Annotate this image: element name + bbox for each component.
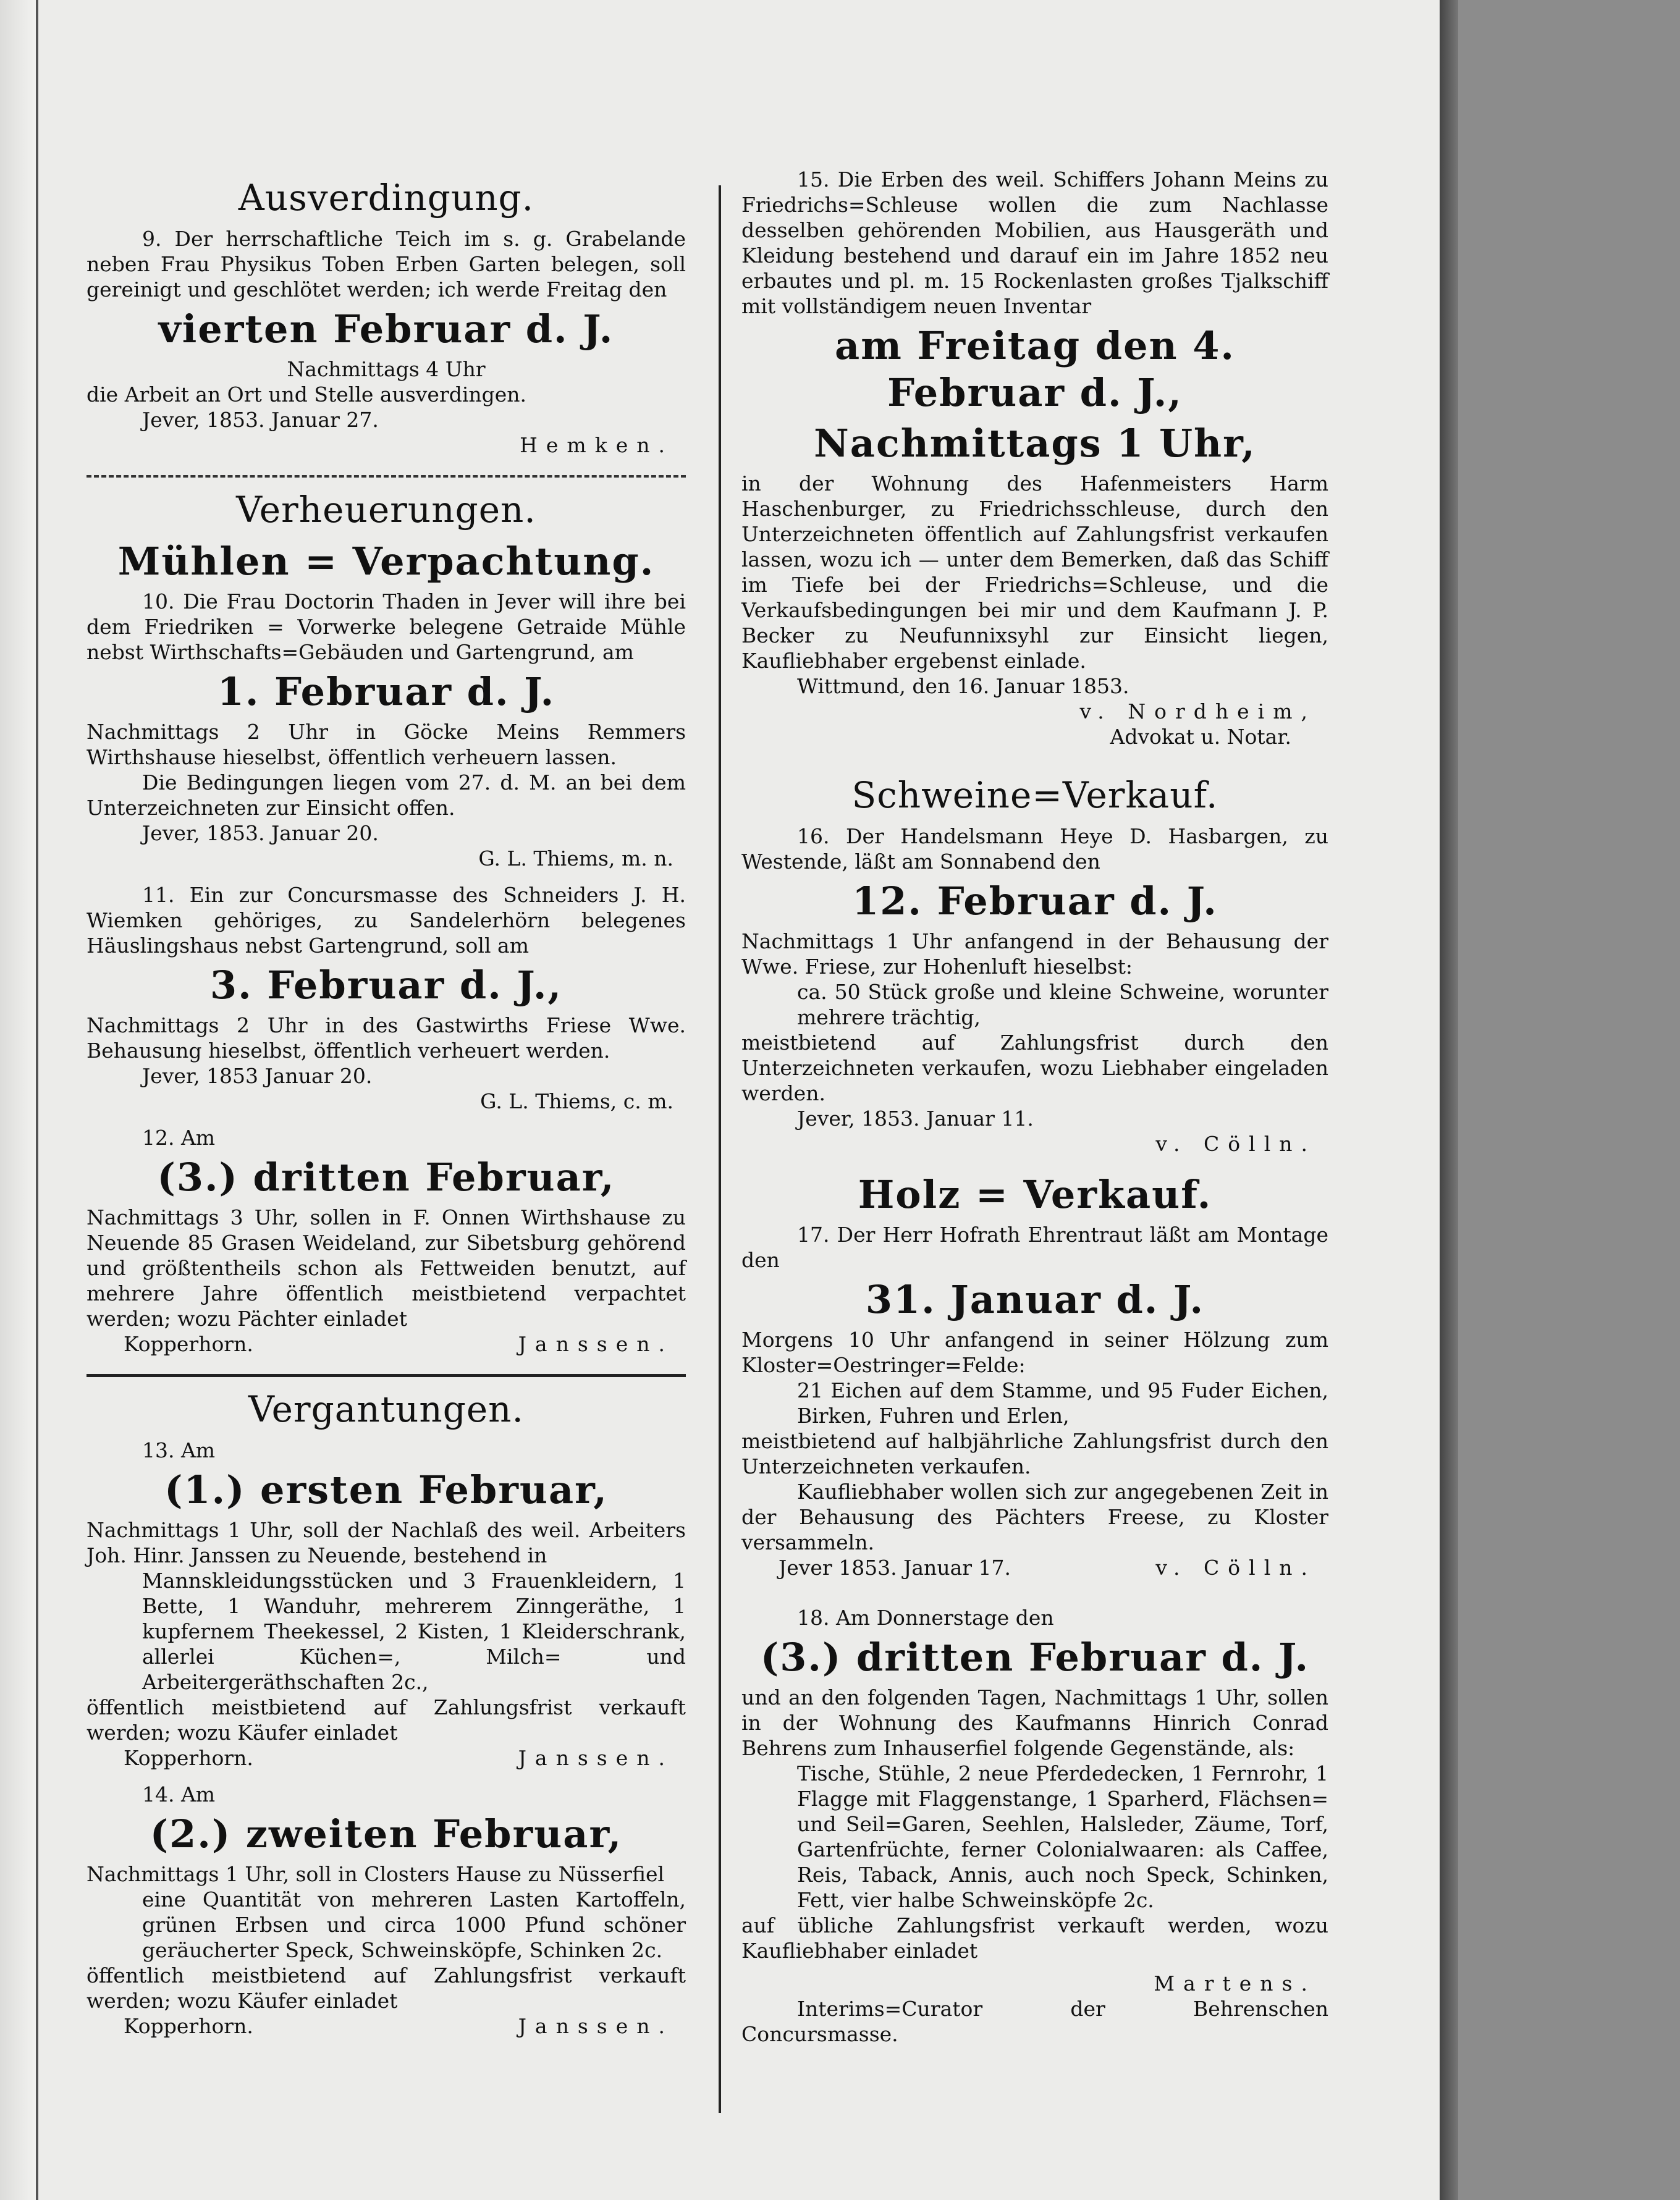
notice-14-text: Nachmittags 1 Uhr, soll in Closters Hause zu Nüsserfiel — [87, 1862, 665, 1886]
notice-17-signature: v. Cölln. — [1155, 1556, 1316, 1580]
notice-17-footer — [741, 1555, 1328, 1580]
notice-18-text: und an den folgenden Tagen, Nachmittags 1 Uhr, sollen in der Wohnung des Kaufmanns Hinrich Conrad Behrens zum Inhauserfiel folgende Gegenstände, als: — [741, 1685, 1328, 1760]
notice-14-place: Kopperhorn. — [124, 2014, 253, 2038]
notice-11-date: 3. Februar d. J., — [209, 963, 563, 1008]
notice-9-text: 9. Der herrschaftliche Teich im s. g. Grabelande neben Frau Physikus Toben Erben Garten belegen, soll gereinigt und geschlötet werden; ich werde Freitag den — [87, 227, 686, 301]
notice-14-date: (2.) zweiten Februar, — [150, 1811, 623, 1857]
notice-13-footer — [87, 1745, 686, 1771]
notice-13-place: Kopperhorn. — [124, 1746, 253, 1770]
notice-18-number: 18. Am Donnerstage den — [797, 1606, 1054, 1630]
notice-18-date: (3.) dritten Februar d. J. — [760, 1635, 1310, 1680]
notice-9-place: Jever, 1853. Januar 27. — [142, 408, 379, 432]
notice-15-rest: in der Wohnung des Hafenmeisters Harm Haschenburger, zu Friedrichsschleuse, durch den Unterzeichneten öffentlich auf Zahlungsfrist verkaufen lassen, wozu ich — unter dem Bemerken, daß das Schiff im Tiefe bei der Friedrichs=Schleuse, und die Verkaufsbedingungen bei mir und dem Kaufmann J. P. Becker zu Neufunnixsyhl zur Einsicht liegen, Kaufliebhaber ergebenst einlade. — [741, 471, 1328, 673]
notice-14-number: 14. Am — [142, 1782, 216, 1806]
notice-10-text: 10. Die Frau Doctorin Thaden in Jever will ihre bei dem Friedriken = Vorwerke belegene Getraide Mühle nebst Wirthschafts=Gebäuden und Gartengrund, am — [87, 589, 686, 664]
notice-16-items: ca. 50 Stück große und kleine Schweine, worunter mehrere trächtig, — [797, 980, 1328, 1029]
divider — [87, 475, 686, 478]
notice-10-rest: Nachmittags 2 Uhr in Göcke Meins Remmers Wirthshause hieselbst, öffentlich verheuern lassen. — [87, 720, 686, 769]
notice-9-date: vierten Februar d. J. — [158, 306, 614, 352]
notice-13-date: (1.) ersten Februar, — [164, 1467, 608, 1512]
notice-17-rest: Morgens 10 Uhr anfangend in seiner Hölzung zum Kloster=Oestringer=Felde: — [741, 1328, 1328, 1377]
notice-17-note: Kaufliebhaber wollen sich zur angegebenen Zeit in der Behausung des Pächters Freese, zu Kloster versammeln. — [741, 1480, 1328, 1554]
notice-14-rest: öffentlich meistbietend auf Zahlungsfrist verkauft werden; wozu Käufer einladet — [87, 1963, 686, 2013]
notice-12-text: Nachmittags 3 Uhr, sollen in F. Onnen Wirthshause zu Neuende 85 Grasen Weideland, zur Sibetsburg gehörend und größtentheils schon als Fettweiden benutzt, auf mehrere Jahre öffentlich meistbietend verpachtet werden; wozu Pächter einladet — [87, 1205, 686, 1331]
notice-14-signature: Janssen. — [518, 2014, 673, 2038]
notice-15-signature: v. Nordheim, — [1079, 699, 1316, 723]
notice-10-conditions: Die Bedingungen liegen vom 27. d. M. an bei dem Unterzeichneten zur Einsicht offen. — [87, 770, 686, 820]
section-title-holz-verkauf: Holz = Verkauf. — [858, 1172, 1212, 1217]
notice-18-signature: Martens. — [1154, 1971, 1316, 1996]
notice-11-place: Jever, 1853 Januar 20. — [142, 1064, 373, 1088]
notice-13-items: Mannskleidungsstücken und 3 Frauenkleidern, 1 Bette, 1 Wanduhr, mehrerem Zinngeräthe, 1 kupfernem Theekessel, 2 Kisten, 1 Kleiderschrank, allerlei Küchen=, Milch= und Arbeitergeräthschaften 2c., — [142, 1569, 686, 1694]
notice-11-text: 11. Ein zur Concursmasse des Schneiders J. H. Wiemken gehöriges, zu Sandelerhörn belegenes Häuslingshaus nebst Gartengrund, soll am — [87, 883, 686, 958]
notice-15-time: Nachmittags 1 Uhr, — [814, 421, 1256, 466]
notice-15-date: am Freitag den 4. Februar d. J., — [835, 323, 1235, 415]
notice-16-signature: v. Cölln. — [1155, 1132, 1316, 1156]
notice-16-text: 16. Der Handelsmann Heye D. Hasbargen, zu Westende, läßt am Sonnabend den — [741, 824, 1328, 874]
page-edge-shadow — [1440, 0, 1458, 2200]
notice-11-rest: Nachmittags 2 Uhr in des Gastwirths Friese Wwe. Behausung hieselbst, öffentlich verheuert werden. — [87, 1013, 686, 1063]
notice-12-date: (3.) dritten Februar, — [157, 1155, 615, 1200]
notice-17-items: 21 Eichen auf dem Stamme, und 95 Fuder Eichen, Birken, Fuhren und Erlen, — [797, 1378, 1328, 1428]
notice-10-place: Jever, 1853. Januar 20. — [142, 821, 379, 845]
notice-15-title: Advokat u. Notar. — [1110, 725, 1291, 749]
section-title-ausverdingung: Ausverdingung. — [238, 177, 534, 219]
background-board — [1458, 0, 1680, 2200]
notice-15-text: 15. Die Erben des weil. Schiffers Johann Meins zu Friedrichs=Schleuse wollen die zum Nachlasse desselben gehörenden Mobilien, aus Hausgeräth und Kleidung bestehend und darauf ein im Jahre 1852 neu erbautes und pl. m. 15 Rockenlasten großes Tjalkschiff mit vollständigem neuen Inventar — [741, 167, 1328, 318]
notice-17-end: meistbietend auf halbjährliche Zahlungsfrist durch den Unterzeichneten verkaufen. — [741, 1429, 1328, 1478]
notice-12-signature: Janssen. — [518, 1332, 673, 1356]
notice-16-place: Jever, 1853. Januar 11. — [797, 1106, 1034, 1131]
notice-9-rest: die Arbeit an Ort und Stelle ausverdingen. — [87, 382, 527, 407]
notice-9-time: Nachmittags 4 Uhr — [287, 357, 486, 381]
column-divider — [719, 185, 721, 2113]
notice-14-items: eine Quantität von mehreren Lasten Kartoffeln, grünen Erbsen und circa 1000 Pfund schöner geräucherter Speck, Schweinsköpfe, Schinken 2c. — [142, 1887, 686, 1962]
notice-18-curator: Interims=Curator der Behrenschen Concursmasse. — [741, 1997, 1328, 2046]
notice-10-signature: G. L. Thiems, m. n. — [478, 846, 673, 870]
section-title-verheuerungen: Verheuerungen. — [236, 489, 536, 531]
notice-15-place: Wittmund, den 16. Januar 1853. — [797, 674, 1129, 698]
divider — [87, 1374, 686, 1377]
book-spine — [0, 0, 38, 2200]
notice-12-footer — [87, 1331, 686, 1357]
notice-17-date: 31. Januar d. J. — [865, 1277, 1205, 1322]
section-subtitle-muehlen: Mühlen = Verpachtung. — [117, 539, 655, 584]
notice-10-date: 1. Februar d. J. — [217, 669, 555, 714]
notice-16-rest: Nachmittags 1 Uhr anfangend in der Behausung der Wwe. Friese, zur Hohenluft hieselbst: — [741, 929, 1328, 979]
notice-18-rest: auf übliche Zahlungsfrist verkauft werden, wozu Kaufliebhaber einladet — [741, 1913, 1328, 1963]
notice-12-number: 12. Am — [142, 1126, 216, 1150]
left-column — [87, 167, 686, 2039]
section-title-schweine-verkauf: Schweine=Verkauf. — [851, 774, 1218, 816]
notice-12-place: Kopperhorn. — [124, 1332, 253, 1356]
notice-14-footer — [87, 2013, 686, 2039]
notice-16-end: meistbietend auf Zahlungsfrist durch den Unterzeichneten verkaufen, wozu Liebhaber eingeladen werden. — [741, 1030, 1328, 1105]
notice-17-place: Jever 1853. Januar 17. — [779, 1556, 1011, 1580]
notice-18-items: Tische, Stühle, 2 neue Pferdedecken, 1 Fernrohr, 1 Flagge mit Flaggenstange, 1 Sparherd, Flächsen= und Seil=Garen, Seehlen, Halsleder, Zäume, Torf, Gartenfrüchte, ferner Colonialwaaren: als Caffee, Reis, Taback, Annis, auch noch Speck, Schinken, Fett, vier halbe Schweinsköpfe 2c. — [797, 1761, 1328, 1912]
section-title-vergantungen: Vergantungen. — [248, 1388, 524, 1430]
notice-11-signature: G. L. Thiems, c. m. — [480, 1089, 673, 1113]
right-column — [741, 167, 1328, 2047]
notice-13-number: 13. Am — [142, 1438, 216, 1462]
notice-13-signature: Janssen. — [518, 1746, 673, 1770]
notice-17-text: 17. Der Herr Hofrath Ehrentraut läßt am Montage den — [741, 1223, 1328, 1272]
notice-13-text: Nachmittags 1 Uhr, soll der Nachlaß des weil. Arbeiters Joh. Hinr. Janssen zu Neuende, bestehend in — [87, 1518, 686, 1567]
notice-9-signature: Hemken. — [520, 433, 673, 457]
notice-13-rest: öffentlich meistbietend auf Zahlungsfrist verkauft werden; wozu Käufer einladet — [87, 1695, 686, 1745]
notice-16-date: 12. Februar d. J. — [852, 879, 1218, 924]
